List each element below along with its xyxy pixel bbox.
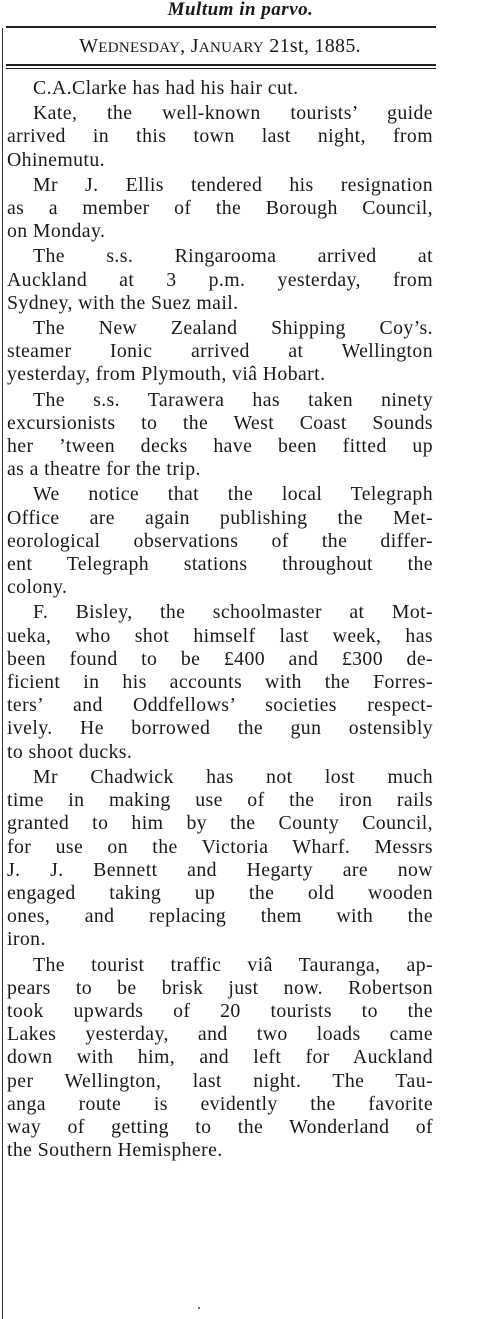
news-item xyxy=(7,317,433,387)
column-border xyxy=(2,28,3,1319)
dateline-rule-thick xyxy=(6,64,436,66)
news-item-line: took upwards of 20 tourists to the xyxy=(7,999,433,1022)
news-item-line: the Southern Hemisphere. xyxy=(7,1139,223,1162)
news-item xyxy=(7,174,433,244)
news-item-line: per Wellington, last night. The Tau- xyxy=(7,1069,433,1092)
news-item-line: on Monday. xyxy=(7,220,106,243)
news-item xyxy=(7,77,433,100)
news-item-line: yesterday, from Plymouth, viâ Hobart. xyxy=(7,363,326,386)
news-item-line: excursionists to the West Coast Sounds xyxy=(7,411,433,434)
news-item-line: pears to be brisk just now. Robertson xyxy=(7,976,433,999)
news-item xyxy=(7,102,433,172)
news-item-line: her ’tween decks have been fitted up xyxy=(7,435,433,458)
news-item-line: as a theatre for the trip. xyxy=(7,458,201,481)
news-item-line: C.A.Clarke has had his hair cut. xyxy=(33,77,299,99)
column-heading xyxy=(0,0,481,22)
news-item-line: down with him, and left for Auckland xyxy=(7,1046,433,1069)
news-item xyxy=(7,954,433,1163)
news-item-line: The tourist traffic viâ Tauranga, ap- xyxy=(33,953,433,976)
news-item-line: Mr J. Ellis tendered his resignation xyxy=(33,173,433,196)
news-item-line: The s.s. Ringarooma arrived at xyxy=(33,245,433,268)
news-item-line: engaged taking up the old wooden xyxy=(7,881,433,904)
news-item-line: ones, and replacing them with the xyxy=(7,905,433,928)
news-item-line: anga route is evidently the favorite xyxy=(7,1092,433,1115)
news-item xyxy=(7,245,433,315)
dateline-weekday-initial: W xyxy=(79,35,99,57)
heading-rule-top xyxy=(6,26,436,28)
dateline: WEDNESDAY, JANUARY 21st, 1885. xyxy=(79,35,361,57)
news-item-line: eorological observations of the differ- xyxy=(7,529,433,552)
news-item-line: way of getting to the Wonderland of xyxy=(7,1115,433,1138)
news-item-line: been found to be £400 and £300 de- xyxy=(7,647,433,670)
news-column xyxy=(7,77,433,1164)
news-item-line: F. Bisley, the schoolmaster at Mot- xyxy=(33,601,433,624)
news-item-line: iron. xyxy=(7,928,46,951)
news-item-line: granted to him by the County Council, xyxy=(7,812,433,835)
news-item-line: Mr Chadwick has not lost much xyxy=(33,765,433,788)
dateline-date: 21st, 1885. xyxy=(269,35,361,57)
dateline-rule-thin xyxy=(6,68,436,69)
news-item-line: Kate, the well-known tourists’ guide xyxy=(33,102,433,125)
news-item-line: Auckland at 3 p.m. yesterday, from xyxy=(7,268,433,291)
news-item-line: J. J. Bennett and Hegarty are now xyxy=(7,858,433,881)
news-item-line: steamer Ionic arrived at Wellington xyxy=(7,340,433,363)
news-item-line: ficient in his accounts with the Forres- xyxy=(7,671,433,694)
news-item-line: Ohinemutu. xyxy=(7,148,105,171)
ink-speck xyxy=(198,1307,200,1309)
news-item xyxy=(7,483,433,599)
news-item-line: to shoot ducks. xyxy=(7,740,133,763)
dateline-month-rest: ANUARY xyxy=(198,40,264,56)
news-item-line: We notice that the local Telegraph xyxy=(33,483,433,506)
news-item xyxy=(7,601,433,763)
news-item-line: arrived in this town last night, from xyxy=(7,125,433,148)
news-item-line: ent Telegraph stations throughout the xyxy=(7,553,433,576)
news-item-line: ters’ and Oddfellows’ societies respect- xyxy=(7,694,433,717)
dateline-month-initial: J xyxy=(190,35,199,57)
news-item-line: for use on the Victoria Wharf. Messrs xyxy=(7,835,433,858)
news-item-line: ueka, who shot himself last week, has xyxy=(7,624,433,647)
news-item xyxy=(7,766,433,952)
news-item-line: The s.s. Tarawera has taken ninety xyxy=(33,388,433,411)
dateline-weekday-rest: EDNESDAY xyxy=(98,40,181,56)
news-item-line: Sydney, with the Suez mail. xyxy=(7,291,239,314)
news-item-line: ively. He borrowed the gun ostensibly xyxy=(7,717,433,740)
news-item-line: Lakes yesterday, and two loads came xyxy=(7,1023,433,1046)
news-item-line: The New Zealand Shipping Coy’s. xyxy=(33,317,433,340)
news-item xyxy=(7,389,433,482)
news-item-line: as a member of the Borough Council, xyxy=(7,197,433,220)
news-item-line: Office are again publishing the Met- xyxy=(7,506,433,529)
news-item-line: time in making use of the iron rails xyxy=(7,789,433,812)
news-item-line: colony. xyxy=(7,576,68,599)
column-heading-text: Multum in parvo. xyxy=(167,0,314,20)
